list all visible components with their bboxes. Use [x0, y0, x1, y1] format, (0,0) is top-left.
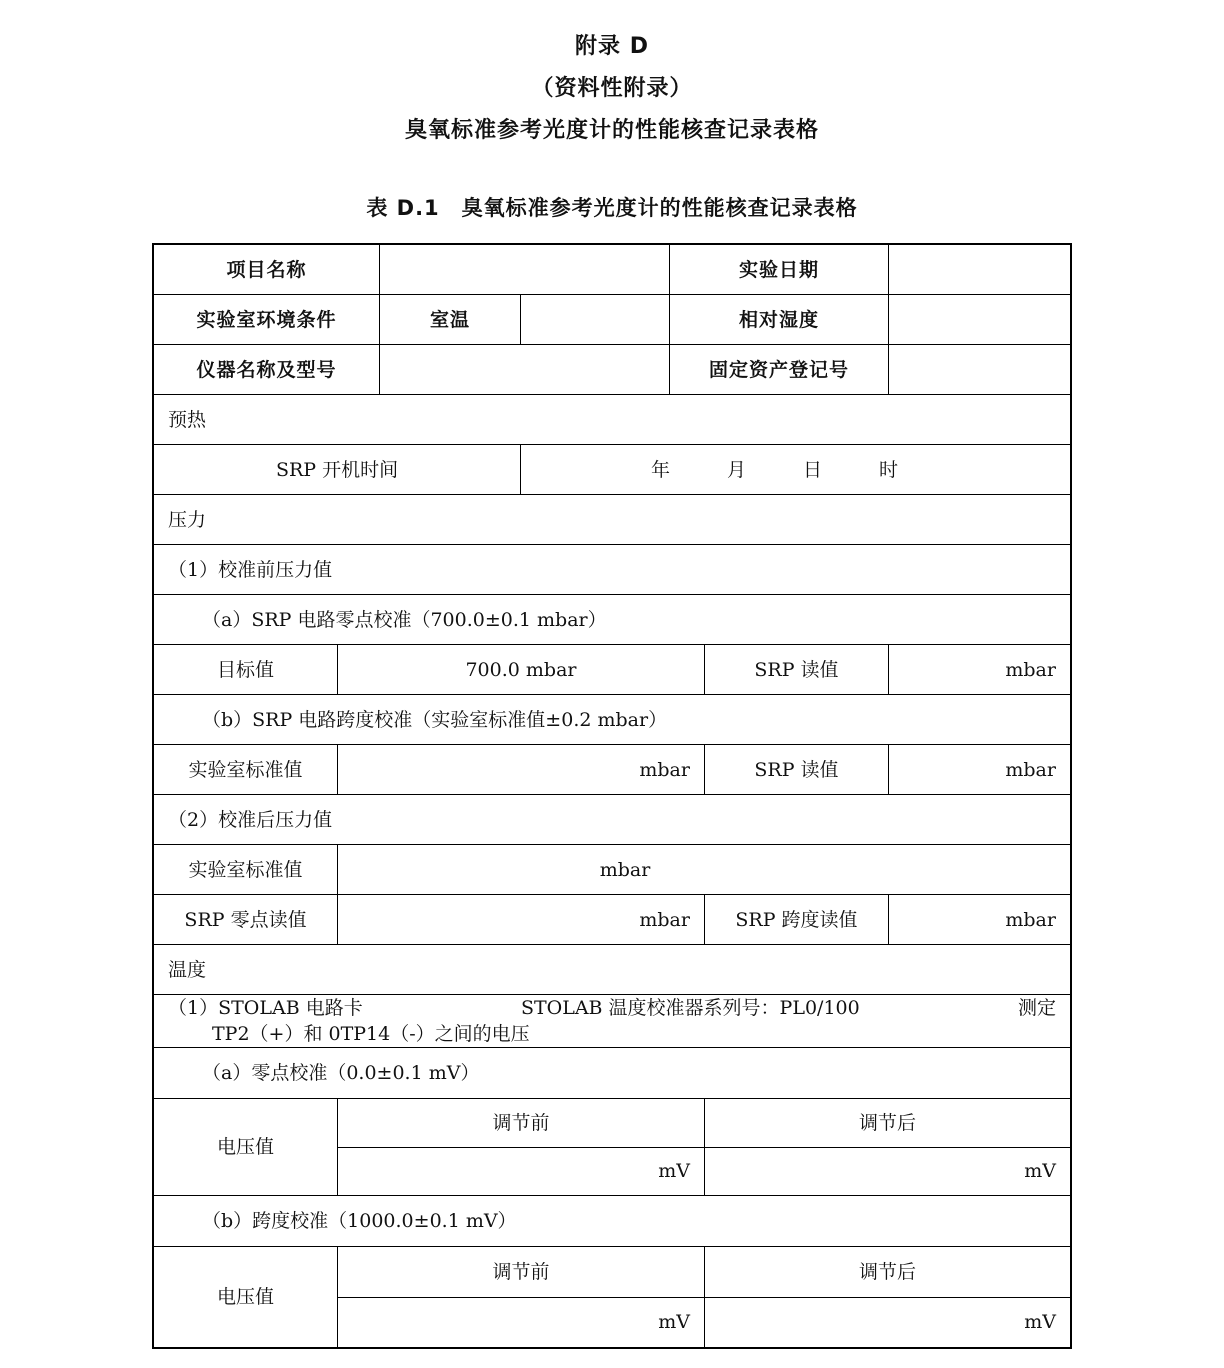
adjust-header-row — [338, 1099, 1070, 1147]
target-label: 目标值 — [217, 658, 275, 681]
lab-standard-label: 实验室标准值 — [188, 758, 303, 781]
row-voltage-zero — [154, 1098, 1070, 1195]
experiment-date-input-cell[interactable] — [888, 245, 1070, 294]
appendix-type: （资料性附录） — [531, 76, 693, 101]
after-adjust-label: 调节后 — [704, 1099, 1070, 1147]
span-calibration-title: （b）SRP 电路跨度校准（实验室标准值±0.2 mbar） — [202, 708, 668, 731]
project-name-label: 项目名称 — [226, 258, 307, 281]
pre-calibration-title: （1）校准前压力值 — [168, 558, 333, 581]
row-project — [154, 245, 1070, 294]
srp-zero-reading-input-cell[interactable]: mbar — [337, 895, 704, 944]
voltage-label: 电压值 — [217, 1286, 275, 1308]
before-adjust-input-cell[interactable]: mV — [658, 1160, 690, 1183]
instrument-label: 仪器名称及型号 — [196, 358, 337, 381]
temp-zero-title: （a）零点校准（0.0±0.1 mV） — [202, 1062, 480, 1084]
stolab-line1 — [168, 995, 1056, 1021]
temp-span-title: （b）跨度校准（1000.0±0.1 mV） — [202, 1210, 517, 1232]
row-temperature-section — [154, 944, 1070, 994]
row-pre-calibration-title — [154, 544, 1070, 594]
row-pressure-section — [154, 494, 1070, 544]
row-post-calibration-title — [154, 794, 1070, 844]
row-lab-standard-pre — [154, 744, 1070, 794]
row-span-calibration-title — [154, 694, 1070, 744]
relative-humidity-input-cell[interactable] — [888, 295, 1070, 344]
row-lab-standard-post — [154, 844, 1070, 894]
project-name-input-cell[interactable] — [379, 245, 669, 294]
srp-power-on-label: SRP 开机时间 — [275, 458, 399, 481]
before-adjust-input-cell[interactable]: mV — [658, 1311, 690, 1334]
srp-reading-label: SRP 读值 — [704, 645, 888, 694]
adjust-header-row — [338, 1247, 1070, 1297]
row-target-value — [154, 644, 1070, 694]
target-value-cell: 700.0 mbar — [337, 645, 704, 694]
room-temperature-input-cell[interactable] — [520, 295, 669, 344]
row-temp-span-title — [154, 1195, 1070, 1246]
asset-number-label: 固定资产登记号 — [669, 345, 888, 394]
stolab-cell — [154, 995, 1070, 1047]
temperature-section-label: 温度 — [168, 958, 207, 981]
post-calibration-title: （2）校准后压力值 — [168, 808, 333, 831]
lab-standard-input-cell[interactable]: mbar — [337, 745, 704, 794]
lab-environment-label: 实验室环境条件 — [196, 308, 337, 331]
srp-reading-input-cell[interactable]: mbar — [888, 645, 1070, 694]
stolab-line2: TP2（+）和 0TP14（-）之间的电压 — [212, 1023, 530, 1045]
room-temperature-label: 室温 — [379, 295, 520, 344]
voltage-label: 电压值 — [217, 1136, 275, 1158]
zero-calibration-title: （a）SRP 电路零点校准（700.0±0.1 mbar） — [202, 608, 607, 631]
after-adjust-input-cell[interactable]: mV — [704, 1148, 1070, 1196]
after-adjust-label: 调节后 — [704, 1247, 1070, 1297]
adjust-value-row — [338, 1147, 1070, 1196]
srp-reading-label: SRP 读值 — [704, 745, 888, 794]
before-adjust-label: 调节前 — [492, 1111, 550, 1134]
relative-humidity-label: 相对湿度 — [669, 295, 888, 344]
experiment-date-label: 实验日期 — [669, 245, 888, 294]
asset-number-input-cell[interactable] — [888, 345, 1070, 394]
appendix-title: 臭氧标准参考光度计的性能核查记录表格 — [404, 118, 819, 143]
srp-zero-reading-label: SRP 零点读值 — [184, 908, 307, 931]
srp-power-on-datetime-cell[interactable]: 年 月 日 时 — [520, 445, 1070, 494]
record-table — [152, 243, 1072, 1349]
stolab-serial-label: STOLAB 温度校准器系列号：PL0/100 — [520, 997, 860, 1019]
pressure-section-label: 压力 — [168, 508, 207, 531]
row-temp-zero-title — [154, 1047, 1070, 1098]
adjust-value-row — [338, 1297, 1070, 1348]
voltage-zero-block — [337, 1099, 1070, 1195]
lab-standard-label: 实验室标准值 — [188, 858, 303, 881]
row-srp-power-on — [154, 444, 1070, 494]
after-adjust-input-cell[interactable]: mV — [704, 1298, 1070, 1348]
row-zero-calibration-title — [154, 594, 1070, 644]
srp-span-reading-input-cell[interactable]: mbar — [888, 895, 1070, 944]
row-voltage-span — [154, 1246, 1070, 1347]
row-instrument — [154, 344, 1070, 394]
row-srp-readings — [154, 894, 1070, 944]
lab-standard-post-input-cell[interactable]: mbar — [337, 845, 1070, 894]
instrument-input-cell[interactable] — [379, 345, 669, 394]
stolab-measure-label: 测定 — [1017, 997, 1056, 1019]
row-stolab — [154, 994, 1070, 1047]
before-adjust-label: 调节前 — [492, 1260, 550, 1283]
row-environment — [154, 294, 1070, 344]
srp-reading-input-cell[interactable]: mbar — [888, 745, 1070, 794]
preheat-section-label: 预热 — [168, 408, 207, 431]
srp-span-reading-label: SRP 跨度读值 — [704, 895, 888, 944]
table-caption: 表 D.1 臭氧标准参考光度计的性能核查记录表格 — [366, 196, 858, 220]
stolab-card-label: （1）STOLAB 电路卡 — [168, 997, 363, 1019]
appendix-label: 附录 D — [575, 34, 649, 59]
row-preheat-section — [154, 394, 1070, 444]
voltage-span-block — [337, 1247, 1070, 1347]
